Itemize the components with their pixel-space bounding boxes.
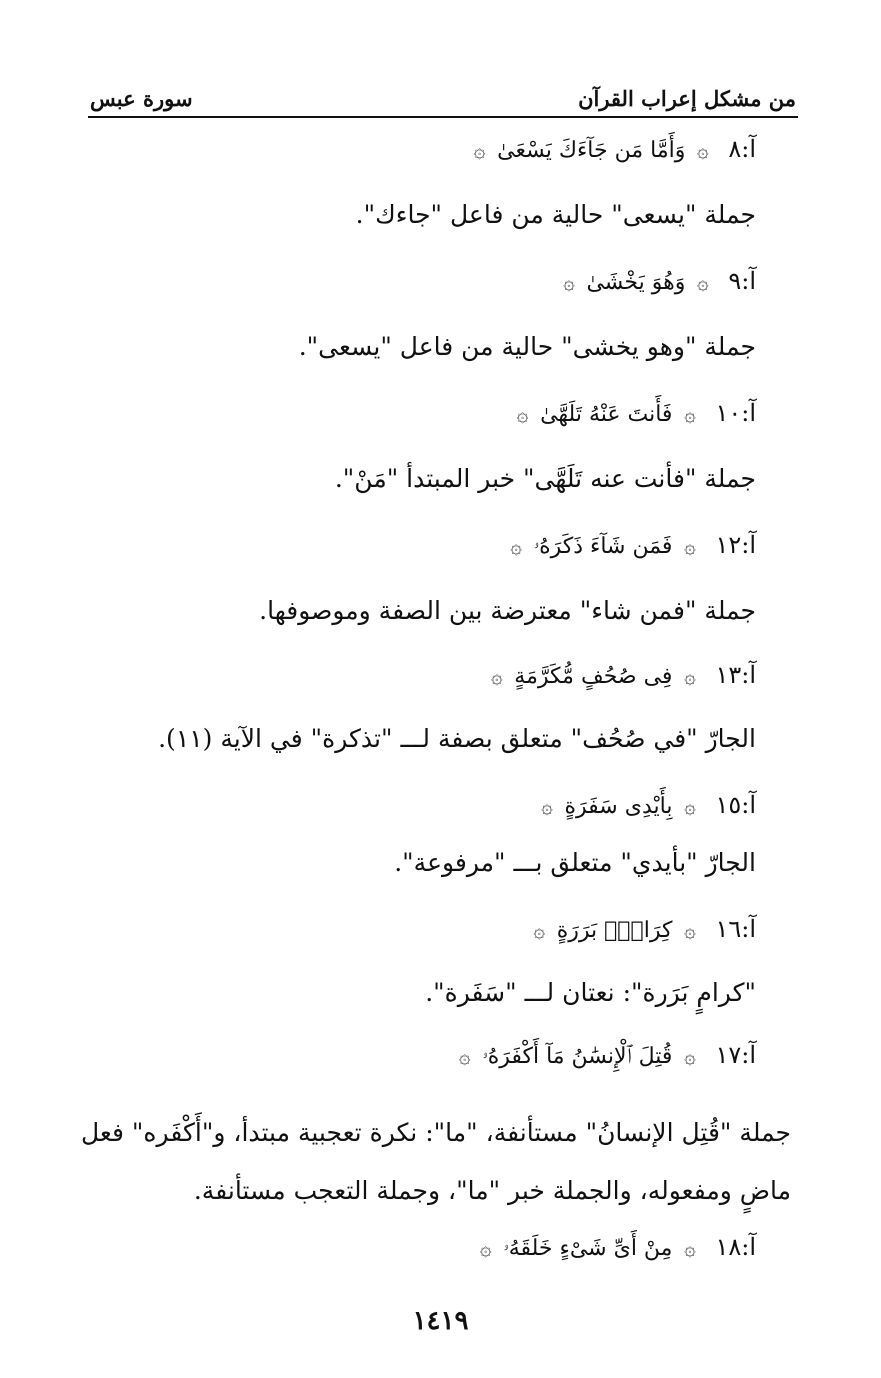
ornament-icon: ۞: [458, 1044, 471, 1068]
ornament-icon: ۞: [473, 138, 486, 162]
ornament-icon: ۞: [684, 1044, 696, 1068]
grammar-note: الجارّ "بأيدي" متعلق بـــ "مرفوعة".: [394, 848, 756, 877]
verse-reference: آ:١٢: [715, 531, 756, 559]
verse-reference: آ:١٨: [715, 1233, 756, 1261]
verse-line: [455, 1040, 756, 1072]
page-number: ١٤١٩: [412, 1306, 469, 1336]
grammar-note: "كرامٍ بَرَرة": نعتان لـــ "سَفَرة".: [425, 978, 756, 1007]
quran-verse: كِرَامٍۭ بَرَرَةٍ: [556, 918, 673, 943]
ornament-icon: ۞: [541, 794, 553, 818]
ornament-icon: ۞: [684, 794, 696, 818]
quran-verse: فَأَنتَ عَنْهُ تَلَهَّىٰ: [540, 402, 673, 427]
ornament-icon: ۞: [696, 138, 709, 162]
grammar-note: جملة "فمن شاء" معترضة بين الصفة وموصوفها.: [259, 596, 756, 625]
quran-verse: قُتِلَ ٱلْإِنسَٰنُ مَآ أَكْفَرَهُۥ: [482, 1044, 673, 1069]
ornament-icon: ۞: [510, 534, 522, 558]
ornament-icon: ۞: [516, 402, 529, 426]
grammar-note: جملة "فأنت عنه تَلَهَّى" خبر المبتدأ "مَنْ".: [334, 464, 756, 493]
surah-name: سورة عبس: [90, 86, 193, 111]
verse-reference: آ:١٦: [715, 915, 756, 943]
verse-reference: آ:١٠: [715, 399, 756, 427]
ornament-icon: ۞: [479, 1236, 492, 1260]
verse-line: [487, 660, 756, 692]
quran-verse: فِى صُحُفٍ مُّكَرَّمَةٍ: [514, 664, 673, 689]
ornament-icon: ۞: [533, 918, 546, 942]
running-header: [88, 86, 798, 118]
verse-line: [559, 266, 756, 298]
verse-line: [513, 398, 756, 430]
book-title: من مشكل إعراب القرآن: [578, 86, 796, 111]
verse-line: [470, 134, 756, 166]
ornament-icon: ۞: [684, 402, 696, 426]
verse-line: [529, 914, 756, 946]
verse-reference: آ:١٧: [715, 1041, 756, 1069]
verse-reference: آ:٨: [728, 135, 756, 163]
quran-verse: بِأَيْدِى سَفَرَةٍ: [564, 794, 673, 819]
quran-verse: فَمَن شَآءَ ذَكَرَهُۥ: [533, 534, 673, 559]
ornament-icon: ۞: [684, 1236, 696, 1260]
grammar-note: الجارّ "في صُحُف" متعلق بصفة لـــ "تذكرة" في الآية (١١).: [158, 724, 756, 753]
ornament-icon: ۞: [684, 664, 696, 688]
verse-reference: آ:١٣: [715, 661, 756, 689]
verse-reference: آ:١٥: [715, 791, 756, 819]
ornament-icon: ۞: [696, 270, 709, 294]
grammar-note: جملة "يسعى" حالية من فاعل "جاءك".: [355, 200, 756, 229]
ornament-icon: ۞: [684, 534, 696, 558]
grammar-note: جملة "قُتِل الإنسانُ" مستأنفة، "ما": نكرة تعجبية مبتدأ، و"أَكْفَره" فعل ماضٍ ومفعوله، والجملة خبر "ما"، وجملة التعجب مستأنفة.: [81, 1118, 791, 1205]
ornament-icon: ۞: [563, 270, 575, 294]
verse-reference: آ:٩: [728, 267, 756, 295]
verse-line: [506, 530, 756, 562]
quran-verse: وَأَمَّا مَن جَآءَكَ يَسْعَىٰ: [497, 138, 686, 163]
ornament-icon: ۞: [490, 664, 503, 688]
ornament-icon: ۞: [684, 918, 696, 942]
grammar-note: جملة "وهو يخشى" حالية من فاعل "يسعى".: [298, 332, 756, 361]
quran-verse: مِنْ أَىِّ شَىْءٍ خَلَقَهُۥ: [503, 1236, 673, 1261]
verse-line: [537, 790, 756, 822]
quran-verse: وَهُوَ يَخْشَىٰ: [586, 270, 686, 295]
verse-line: [476, 1232, 756, 1264]
